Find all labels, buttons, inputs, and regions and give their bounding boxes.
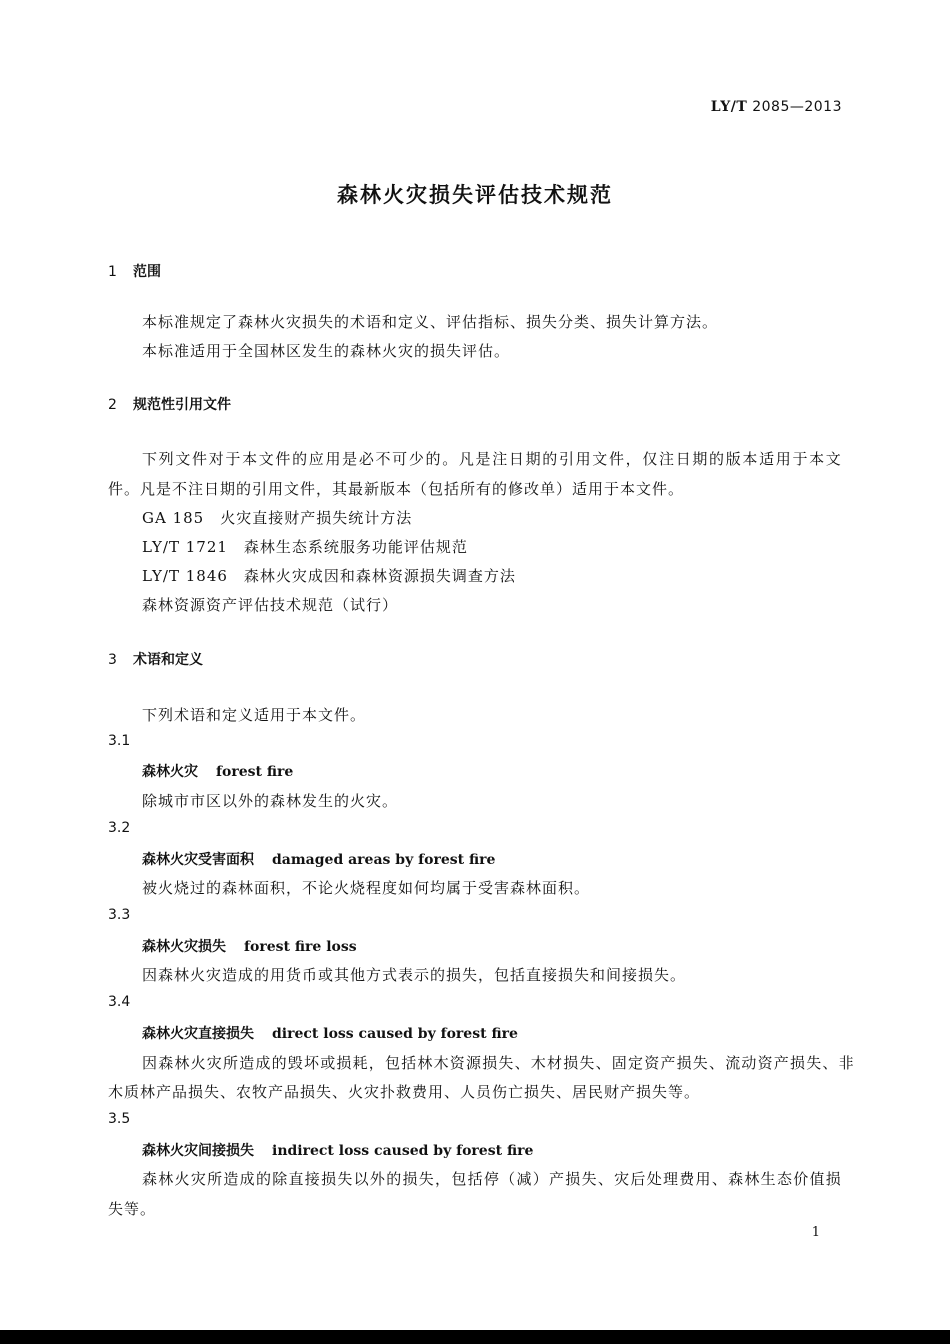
section-title: 范围 — [133, 264, 161, 280]
term-number: 3.5 — [108, 1111, 131, 1127]
reference-item — [142, 507, 412, 528]
document-title: 森林火灾损失评估技术规范 — [337, 183, 613, 207]
paragraph: 本标准适用于全国林区发生的森林火灾的损失评估。 — [142, 342, 511, 360]
term-heading — [142, 849, 495, 869]
paragraph: 下列文件对于本文件的应用是必不可少的。凡是注日期的引用文件，仅注日期的版本适用于本文 — [142, 450, 842, 468]
term-heading — [142, 1140, 533, 1160]
bottom-edge-bar — [0, 1330, 950, 1344]
term-number: 3.4 — [108, 994, 131, 1010]
term-zh: 森林火灾间接损失 — [142, 1143, 254, 1159]
paragraph: 下列术语和定义适用于本文件。 — [142, 706, 367, 724]
term-en: damaged areas by forest fire — [272, 852, 496, 868]
term-definition-continuation: 失等。 — [108, 1200, 157, 1218]
term-zh: 森林火灾损失 — [142, 939, 226, 955]
section-heading-2 — [108, 394, 231, 414]
standard-code — [711, 99, 842, 115]
paragraph-continuation: 件。凡是不注日期的引用文件，其最新版本（包括所有的修改单）适用于本文件。 — [108, 480, 685, 498]
paragraph: 本标准规定了森林火灾损失的术语和定义、评估指标、损失分类、损失计算方法。 — [142, 313, 719, 331]
term-definition: 被火烧过的森林面积，不论火烧程度如何均属于受害森林面积。 — [142, 879, 591, 897]
reference-name: 火灾直接财产损失统计方法 — [220, 509, 413, 527]
term-zh: 森林火灾 — [142, 764, 198, 780]
term-en: indirect loss caused by forest fire — [272, 1143, 534, 1159]
section-number: 2 — [108, 397, 117, 413]
term-definition: 因森林火灾造成的用货币或其他方式表示的损失，包括直接损失和间接损失。 — [142, 966, 687, 984]
reference-code: LY/T 1721 — [142, 538, 228, 556]
term-number: 3.3 — [108, 907, 131, 923]
reference-item: 森林资源资产评估技术规范（试行） — [142, 596, 399, 614]
term-definition-continuation: 木质林产品损失、农牧产品损失、火灾扑救费用、人员伤亡损失、居民财产损失等。 — [108, 1083, 701, 1101]
term-zh: 森林火灾直接损失 — [142, 1026, 254, 1042]
term-definition: 除城市市区以外的森林发生的火灾。 — [142, 792, 399, 810]
term-number: 3.2 — [108, 820, 131, 836]
section-number: 1 — [108, 264, 117, 280]
term-en: forest fire — [216, 764, 294, 780]
reference-item — [142, 536, 468, 557]
term-heading — [142, 936, 357, 956]
term-definition: 因森林火灾所造成的毁坏或损耗，包括林木资源损失、木材损失、固定资产损失、流动资产损失、非 — [142, 1054, 855, 1072]
section-title: 规范性引用文件 — [133, 397, 231, 413]
term-zh: 森林火灾受害面积 — [142, 852, 254, 868]
reference-code: GA 185 — [142, 509, 205, 527]
section-heading-1 — [108, 261, 161, 281]
page-number: 1 — [811, 1225, 820, 1240]
term-en: forest fire loss — [244, 939, 357, 955]
term-heading — [142, 761, 293, 781]
term-en: direct loss caused by forest fire — [272, 1026, 518, 1042]
reference-code: LY/T 1846 — [142, 567, 228, 585]
reference-name: 森林火灾成因和森林资源损失调查方法 — [243, 567, 516, 585]
section-number: 3 — [108, 652, 117, 668]
section-title: 术语和定义 — [133, 652, 203, 668]
standard-number: 2085—2013 — [752, 99, 842, 115]
term-number: 3.1 — [108, 733, 131, 749]
term-definition: 森林火灾所造成的除直接损失以外的损失，包括停（减）产损失、灾后处理费用、森林生态价值损 — [142, 1170, 842, 1188]
reference-item — [142, 565, 516, 586]
standard-prefix: LY/T — [710, 99, 748, 115]
reference-name: 森林生态系统服务功能评估规范 — [243, 538, 468, 556]
section-heading-3 — [108, 649, 203, 669]
term-heading — [142, 1023, 518, 1043]
